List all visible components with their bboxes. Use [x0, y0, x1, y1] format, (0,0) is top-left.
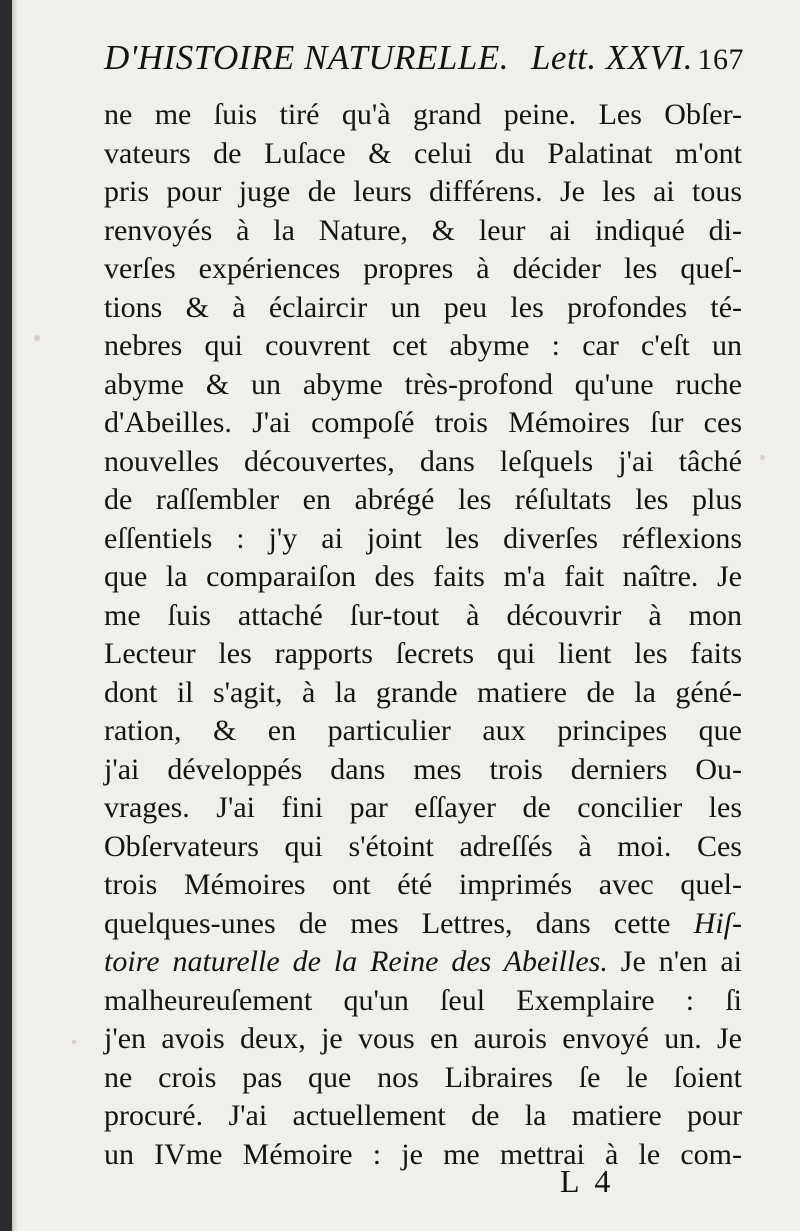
- text-line-27: procuré. J'ai actuellement de la matiere pour: [104, 1099, 742, 1132]
- page-number: 167: [697, 43, 744, 76]
- paper-spot: [72, 1040, 76, 1044]
- text-line-9: d'Abeilles. J'ai compoſé trois Mémoires ſur ces: [104, 406, 742, 439]
- text-line-22-roman: quelques-unes de mes Lettres, dans cette: [104, 906, 671, 940]
- text-line-23: [104, 943, 742, 982]
- text-line-17: ration, & en particulier aux principes que: [104, 714, 742, 747]
- text-line-5: verſes expériences propres à décider les queſ-: [104, 252, 742, 285]
- text-line-26: ne crois pas que nos Libraires ſe le ſoient: [104, 1060, 742, 1094]
- running-head-title: D'HISTOIRE NATURELLE.: [104, 38, 509, 77]
- text-line-7: nebres qui couvrent cet abyme : car c'eſt un: [104, 329, 742, 362]
- running-head: [104, 38, 744, 82]
- text-line-19: vrages. J'ai fini par eſſayer de concilier les: [104, 791, 742, 824]
- signature-mark: L 4: [560, 1163, 615, 1199]
- text-line-23-roman: Je n'en ai: [620, 945, 742, 978]
- text-line-8: abyme & un abyme très-profond qu'une ruche: [104, 367, 742, 401]
- text-line-13: que la comparaiſon des faits m'a fait naître. Je: [104, 560, 742, 593]
- text-line-22-italic: Hiſ-: [693, 906, 742, 940]
- text-line-28: un IVme Mémoire : je me mettrai à le com-: [104, 1137, 742, 1171]
- text-line-2: vateurs de Luſace & celui du Palatinat m'ont: [104, 136, 742, 170]
- text-line-16: dont il s'agit, à la grande matiere de la géné-: [104, 675, 742, 709]
- text-line-10: nouvelles découvertes, dans leſquels j'ai tâché: [104, 444, 742, 478]
- running-head-letter: Lett. XXVI.: [530, 38, 693, 77]
- text-line-24: malheureuſement qu'un ſeul Exemplaire : ſi: [104, 983, 742, 1017]
- paper-spot: [34, 335, 40, 341]
- text-line-4: renvoyés à la Nature, & leur ai indiqué di-: [104, 213, 742, 247]
- text-line-1: ne me ſuis tiré qu'à grand peine. Les Obſer-: [104, 98, 742, 131]
- text-line-14: me ſuis attaché ſur-tout à découvrir à mon: [104, 598, 742, 632]
- body-text: [104, 96, 742, 1174]
- text-line-21: trois Mémoires ont été imprimés avec quel-: [104, 868, 742, 901]
- text-line-20: Obſervateurs qui s'étoint adreſſés à moi. Ces: [104, 829, 742, 863]
- text-line-6: tions & à éclaircir un peu les profondes té-: [104, 290, 742, 324]
- text-line-11: de raſſembler en abrégé les réſultats les plus: [104, 483, 742, 516]
- text-line-22: [104, 905, 742, 944]
- text-line-3: pris pour juge de leurs différens. Je les ai tous: [104, 175, 742, 208]
- text-line-25: j'en avois deux, je vous en aurois envoyé un. Je: [104, 1022, 742, 1055]
- text-line-12: eſſentiels : j'y ai joint les diverſes réflexions: [104, 521, 742, 555]
- paper-spot: [760, 455, 765, 460]
- book-page: [12, 0, 800, 1231]
- text-line-18: j'ai développés dans mes trois derniers Ou-: [104, 752, 742, 786]
- text-line-23-italic: toire naturelle de la Reine des Abeilles.: [104, 945, 608, 978]
- text-line-15: Lecteur les rapports ſecrets qui lient les faits: [104, 637, 742, 670]
